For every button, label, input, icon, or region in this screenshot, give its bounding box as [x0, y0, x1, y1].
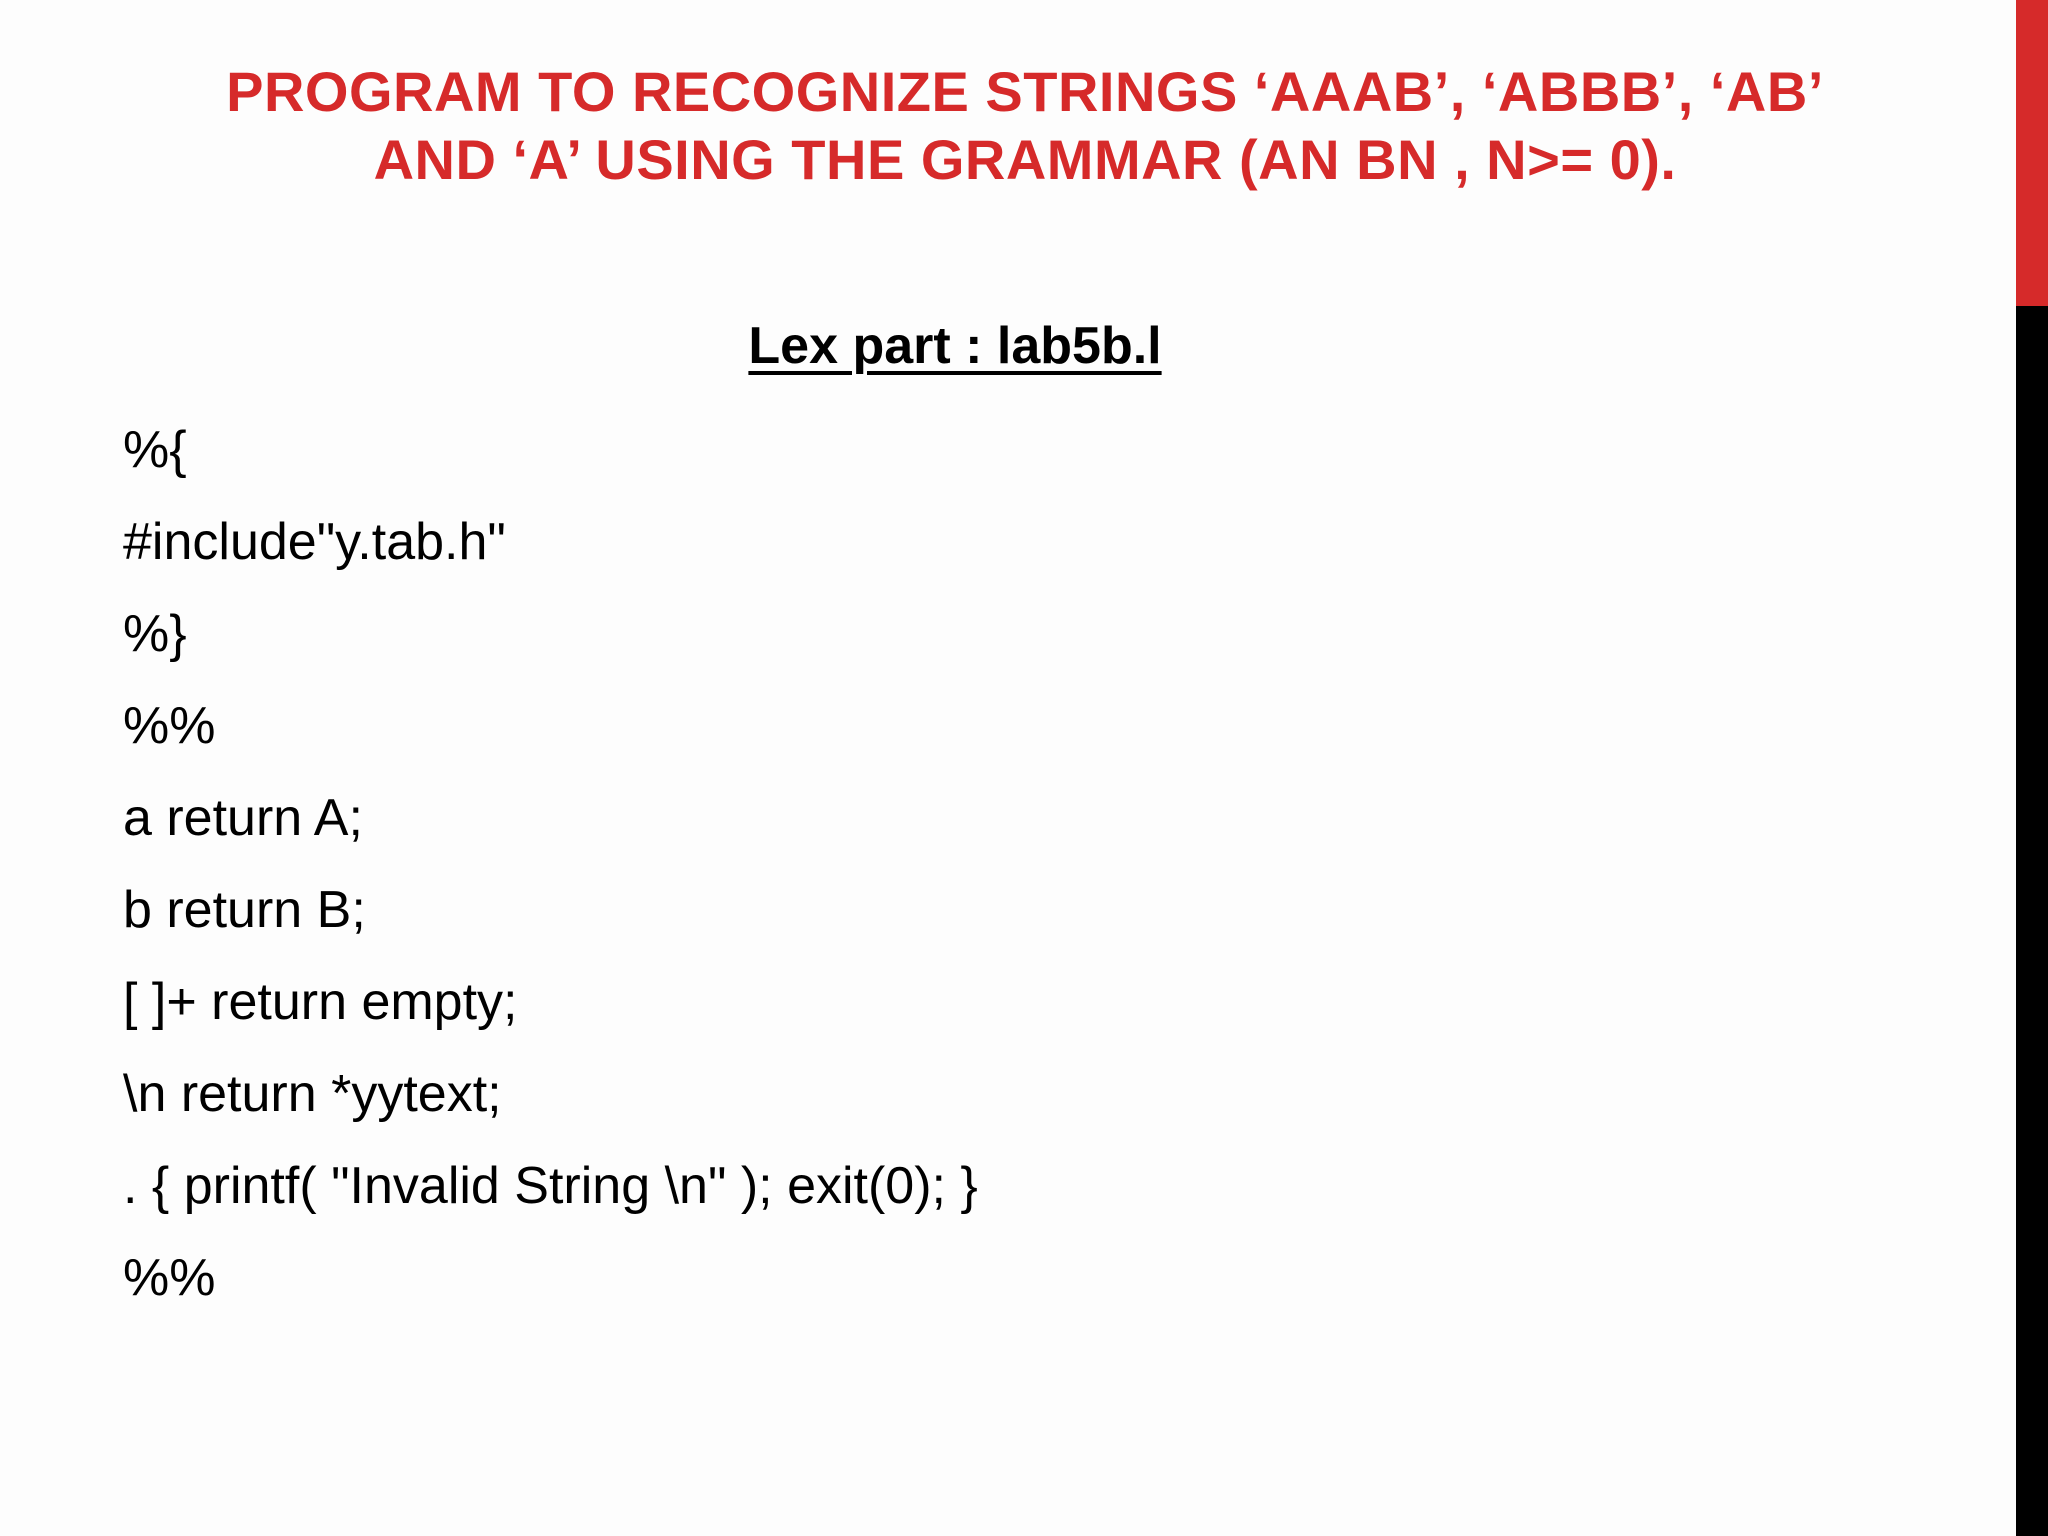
slide-title — [120, 58, 1930, 194]
code-line: #include"y.tab.h" — [123, 513, 506, 571]
code-line: %} — [123, 605, 187, 663]
code-block — [123, 404, 978, 1324]
code-line: b return B; — [123, 881, 366, 939]
code-line: \n return *yytext; — [123, 1065, 502, 1123]
slide-title-line: AND ‘A’ USING THE GRAMMAR (AN BN , N>= 0). — [373, 128, 1677, 191]
code-line: . { printf( "Invalid String \n" ); exit(0); } — [123, 1157, 978, 1215]
code-line: %% — [123, 1249, 216, 1307]
slide-title-line: PROGRAM TO RECOGNIZE STRINGS ‘AAAB’, ‘ABBB’, ‘AB’ — [226, 60, 1824, 123]
subheading-text: Lex part : lab5b.l — [748, 317, 1162, 375]
code-line: [ ]+ return empty; — [123, 973, 518, 1031]
code-line: a return A; — [123, 789, 363, 847]
section-subheading — [0, 314, 1910, 378]
code-line: %{ — [123, 421, 187, 479]
accent-bar-black — [2016, 306, 2048, 1536]
accent-bar-red — [2016, 0, 2048, 306]
code-line: %% — [123, 697, 216, 755]
